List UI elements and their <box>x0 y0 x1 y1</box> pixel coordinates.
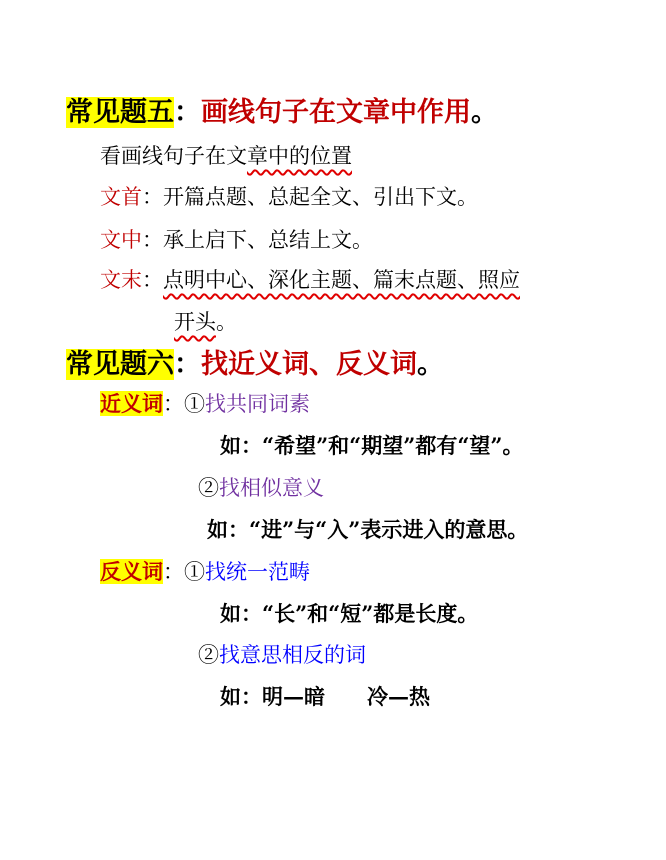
middle-text: ：承上启下、总结上文。 <box>142 228 373 252</box>
end-text-line2: 开头 <box>174 310 216 334</box>
end-item <box>100 264 520 294</box>
section6-colon: ： <box>174 349 201 380</box>
section6-label: 常见题六 <box>66 349 174 380</box>
synonym-colon: ： <box>163 392 184 416</box>
synonym-example2: 如：“进”与“入”表示进入的意思。 <box>207 517 529 542</box>
synonym-method1 <box>100 388 310 418</box>
beginning-item <box>100 181 478 211</box>
position-instruction-underlined: 章中的位置 <box>247 144 352 168</box>
end-text-line1: 点明中心、深化主题、篇末点题、照应 <box>163 268 520 292</box>
section5-period: 。 <box>471 97 498 128</box>
beginning-text: ：开篇点题、总起全文、引出下文。 <box>142 185 478 209</box>
section5-heading <box>66 90 498 129</box>
synonym-example1: 如：“希望”和“期望”都有“望”。 <box>220 433 524 458</box>
synonym-method1-text: 找共同词素 <box>205 392 310 416</box>
antonym-method1-text: 找统一范畴 <box>205 560 310 584</box>
section5-title: 画线句子在文章中作用 <box>201 97 471 128</box>
end-label: 文末 <box>100 268 142 292</box>
antonym-label: 反义词 <box>100 559 163 584</box>
section6-period: 。 <box>417 349 444 380</box>
antonym-example2: 如：明—暗 冷—热 <box>220 684 430 709</box>
end-period: 。 <box>216 310 237 334</box>
end-item-continued <box>174 306 237 336</box>
beginning-label: 文首 <box>100 185 142 209</box>
antonym-method1 <box>100 556 310 586</box>
section5-colon: ： <box>174 97 201 128</box>
synonym-method2 <box>198 472 324 502</box>
antonym-method2-num: ② <box>198 643 219 667</box>
antonym-colon: ： <box>163 560 184 584</box>
middle-label: 文中 <box>100 228 142 252</box>
section6-title: 找近义词、反义词 <box>201 349 417 380</box>
section5-label: 常见题五 <box>66 97 174 128</box>
antonym-method2-text: 找意思相反的词 <box>219 643 366 667</box>
synonym-method1-num: ① <box>184 392 205 416</box>
synonym-method2-text: 找相似意义 <box>219 476 324 500</box>
antonym-method2 <box>198 639 366 669</box>
synonym-label: 近义词 <box>100 391 163 416</box>
position-instruction <box>100 140 352 170</box>
synonym-method2-num: ② <box>198 476 219 500</box>
antonym-method1-num: ① <box>184 560 205 584</box>
end-colon: ： <box>142 268 163 292</box>
position-instruction-prefix: 看画线句子在文 <box>100 144 247 168</box>
middle-item <box>100 224 373 254</box>
section6-heading <box>66 342 444 381</box>
antonym-example1: 如：“长”和“短”都是长度。 <box>220 601 479 626</box>
